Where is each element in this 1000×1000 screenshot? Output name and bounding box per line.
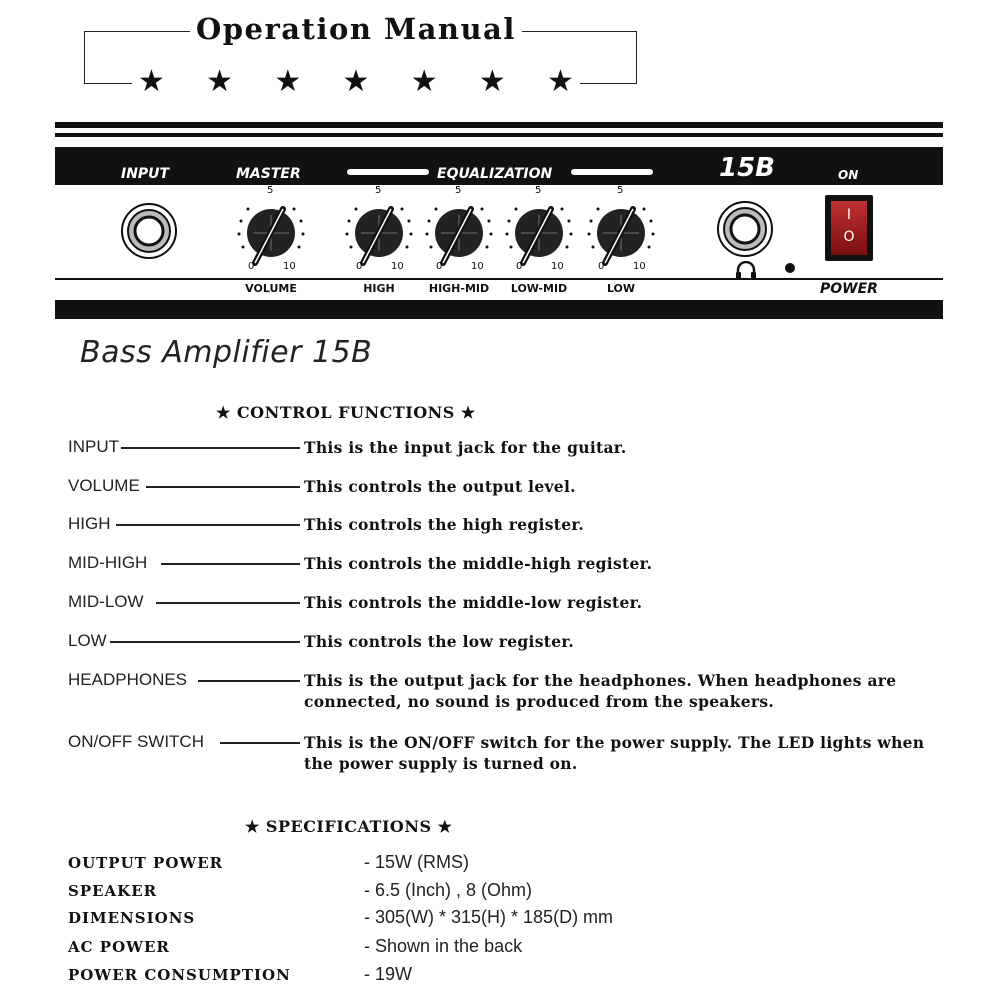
power-switch-rocker (831, 201, 867, 255)
star-icon: ★ (342, 65, 370, 98)
volume-label: VOLUME (245, 282, 297, 295)
leader-line (156, 602, 300, 604)
input-label: INPUT (121, 166, 170, 182)
leader-line (110, 641, 300, 643)
function-name: MID-HIGH (68, 553, 148, 572)
high-mid-scale-0: 0 (436, 261, 443, 272)
function-desc: This is the ON/OFF switch for the power supply. The LED lights when the power supply is turned on. (304, 733, 925, 773)
control-functions-heading: ★ CONTROL FUNCTIONS ★ (216, 403, 476, 422)
high-label: HIGH (363, 282, 395, 295)
function-desc: This controls the high register. (304, 515, 585, 534)
spec-row (68, 938, 948, 964)
low-scale-10: 10 (633, 261, 646, 272)
high-mid-label: HIGH-MID (428, 282, 490, 295)
spec-value: - Shown in the back (364, 936, 523, 956)
divider-stripe (55, 133, 943, 137)
spec-value: - 305(W) * 315(H) * 185(D) mm (364, 907, 614, 927)
function-name: VOLUME (68, 476, 140, 495)
volume-scale-0: 0 (248, 261, 255, 272)
function-row (68, 732, 948, 778)
panel-face (55, 185, 943, 278)
function-row (68, 476, 948, 500)
led-icon (785, 263, 795, 273)
low-scale-0: 0 (598, 261, 605, 272)
low-knob[interactable] (581, 189, 661, 275)
function-desc: This controls the output level. (304, 477, 576, 496)
switch-off-mark: O (843, 229, 855, 245)
volume-scale-5: 5 (267, 185, 274, 196)
low-mid-scale-0: 0 (516, 261, 523, 272)
spec-row (68, 966, 948, 992)
high-knob[interactable] (339, 189, 419, 275)
function-row (68, 437, 948, 461)
leader-line (161, 563, 300, 565)
spec-value: - 15W (RMS) (364, 852, 469, 872)
spec-key: SPEAKER (68, 882, 158, 900)
function-desc: This is the output jack for the headphones. When headphones are connected, no sound is produced from the speakers. (304, 671, 897, 711)
headphones-icon (735, 261, 757, 279)
spec-key: DIMENSIONS (68, 909, 196, 927)
high-scale-0: 0 (356, 261, 363, 272)
switch-on-mark: I (846, 207, 852, 223)
spec-row (68, 854, 948, 880)
specifications-heading: ★ SPECIFICATIONS ★ (245, 817, 453, 836)
spec-key: OUTPUT POWER (68, 854, 224, 872)
manual-title: Operation Manual (190, 12, 522, 46)
product-title: Bass Amplifier 15B (80, 335, 373, 370)
function-name: HEADPHONES (68, 670, 188, 689)
star-icon: ★ (138, 65, 165, 98)
eq-bar-right (571, 169, 653, 175)
function-name: LOW (68, 631, 107, 650)
divider-stripe (55, 122, 943, 128)
function-row (68, 553, 948, 577)
headphones-jack-icon[interactable] (715, 199, 775, 259)
star-icon: ★ (547, 65, 574, 98)
leader-line (116, 524, 300, 526)
spec-value: - 6.5 (Inch) , 8 (Ohm) (364, 880, 533, 900)
volume-scale-10: 10 (283, 261, 296, 272)
leader-line (120, 447, 300, 449)
leader-line (220, 742, 300, 744)
spec-row (68, 909, 948, 935)
high-mid-scale-5: 5 (455, 185, 462, 196)
power-label: POWER (820, 281, 878, 297)
eq-bar-left (347, 169, 429, 175)
function-row (68, 631, 948, 655)
star-icon: ★ (410, 65, 438, 98)
amp-control-panel (55, 147, 943, 319)
equalization-label: EQUALIZATION (437, 166, 553, 182)
function-desc: This is the input jack for the guitar. (304, 438, 627, 457)
low-mid-scale-10: 10 (551, 261, 564, 272)
header-stars (132, 62, 580, 102)
low-mid-label: LOW-MID (510, 282, 568, 295)
spec-key: POWER CONSUMPTION (68, 966, 291, 984)
function-desc: This controls the middle-low register. (304, 593, 643, 612)
function-desc: This controls the middle-high register. (304, 554, 653, 573)
function-desc: This controls the low register. (304, 632, 575, 651)
leader-line (146, 486, 300, 488)
high-mid-scale-10: 10 (471, 261, 484, 272)
high-mid-knob[interactable] (419, 189, 499, 275)
function-row (68, 592, 948, 616)
input-jack-icon[interactable] (119, 201, 179, 261)
master-label: MASTER (236, 166, 301, 182)
panel-label-strip (55, 280, 943, 300)
spec-row (68, 882, 948, 908)
low-scale-5: 5 (617, 185, 624, 196)
on-label: ON (838, 168, 859, 182)
power-switch-icon[interactable] (825, 195, 873, 261)
star-icon: ★ (274, 65, 302, 98)
spec-key: AC POWER (68, 938, 170, 956)
high-scale-5: 5 (375, 185, 382, 196)
function-name: INPUT (68, 437, 119, 456)
leader-line (198, 680, 300, 682)
function-name: ON/OFF SWITCH (68, 732, 204, 751)
model-label: 15B (719, 153, 775, 183)
low-mid-knob[interactable] (499, 189, 579, 275)
low-label: LOW (606, 282, 636, 295)
spec-value: - 19W (364, 964, 413, 984)
star-icon: ★ (206, 65, 234, 98)
function-row (68, 514, 948, 538)
function-name: MID-LOW (68, 592, 144, 611)
volume-knob[interactable] (231, 189, 311, 275)
low-mid-scale-5: 5 (535, 185, 542, 196)
function-name: HIGH (68, 514, 111, 533)
star-icon: ★ (478, 65, 506, 98)
high-scale-10: 10 (391, 261, 404, 272)
function-row (68, 670, 948, 716)
